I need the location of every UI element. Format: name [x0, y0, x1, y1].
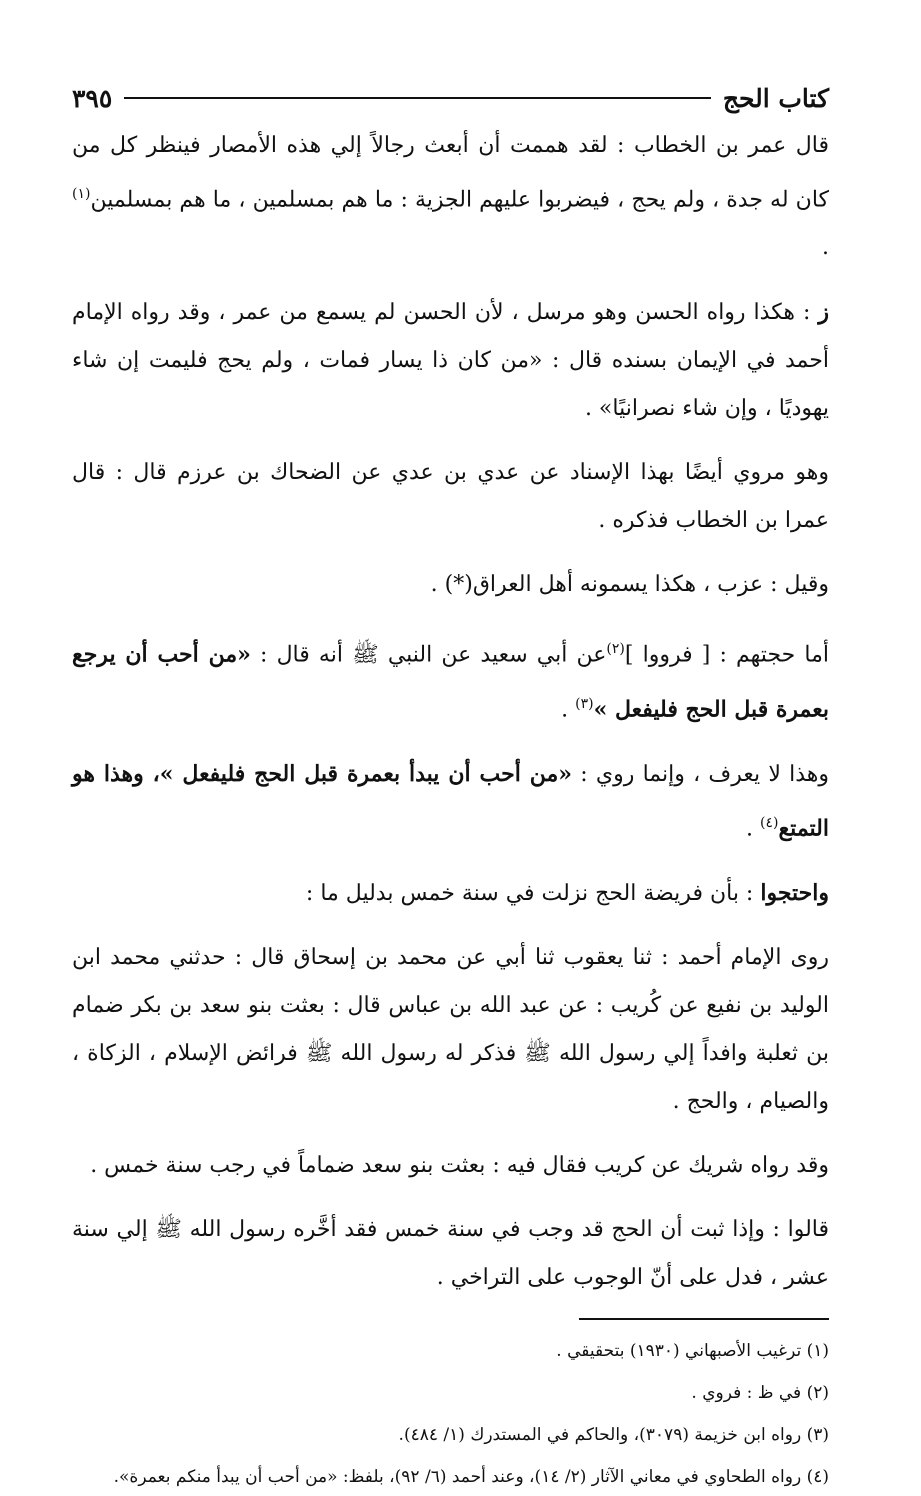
- hadith-quote: «من أحب أن يرجع بعمرة قبل الحج فليفعل »: [72, 641, 829, 722]
- header-rule: [124, 97, 711, 99]
- footnote-separator: [579, 1318, 829, 1320]
- paragraph-2: [72, 288, 829, 433]
- page-number: ٣٩٥: [72, 83, 113, 113]
- running-head: [72, 78, 829, 118]
- paragraph-text: قالوا : وإذا ثبت أن الحج قد وجب في سنة خمس فقد أخَّره رسول الله ﷺ إلي سنة عشر ، فدل على أنّ الوجوب على التراخي .: [72, 1217, 829, 1291]
- paragraph-text: وقد رواه شريك عن كريب فقال فيه : بعثت بنو سعد ضماماً في رجب سنة خمس .: [90, 1153, 829, 1179]
- paragraph-8: [72, 934, 829, 1126]
- paragraph-text: روى الإمام أحمد : ثنا يعقوب ثنا أبي عن محمد بن إسحاق قال : حدثني محمد ابن الوليد بن نفيع عن كُريب : عن عبد الله بن عباس قال : بعثت بنو سعد بن بكر ضمام بن ثعلبة وافداً إلي رسول الله ﷺ فذكر له رسول الله ﷺ فرائض الإسلام ، الزكاة ، والصيام ، والحج .: [72, 945, 829, 1115]
- paragraph-lead: ز: [818, 299, 829, 326]
- paragraph-tail: .: [822, 235, 829, 261]
- footnotes: [72, 1318, 829, 1496]
- paragraph-lead: واحتجوا: [760, 880, 829, 907]
- paragraph-9: [72, 1142, 829, 1190]
- paragraph-4: [72, 561, 829, 609]
- paragraph-text: وقيل : عزب ، هكذا يسمونه أهل العراق(*) .: [430, 572, 829, 598]
- paragraph-10: [72, 1206, 829, 1302]
- footnote-2: (٢) في ظ : فروي .: [691, 1383, 829, 1404]
- paragraph-text: عن أبي سعيد عن النبي ﷺ أنه قال :: [250, 642, 607, 668]
- footnote-1: (١) ترغيب الأصبهاني (١٩٣٠) بتحقيقي .: [556, 1341, 829, 1362]
- paragraph-3: [72, 449, 829, 545]
- footnote-ref-4: (٤): [760, 814, 779, 831]
- paragraph-tail: .: [561, 696, 576, 722]
- paragraph-text: : هكذا رواه الحسن وهو مرسل ، لأن الحسن لم يسمع من عمر ، وقد رواه الإمام أحمد في الإيمان بسنده قال : «من كان ذا يسار فمات ، ولم يحج فليمت إن شاء يهوديًا ، وإن شاء نصرانيًا» .: [72, 300, 829, 422]
- footnote-ref-2: (٢): [606, 641, 625, 658]
- paragraph-text: وهذا لا يعرف ، وإنما روي :: [572, 761, 830, 787]
- footnote-ref-1: (١): [72, 186, 91, 202]
- paragraph-text: : بأن فريضة الحج نزلت في سنة خمس بدليل ما :: [305, 881, 761, 907]
- paragraph-tail: .: [746, 816, 760, 842]
- hadith-quote: «من أحب أن يبدأ بعمرة قبل الحج فليفعل »، وهذا هو التمتع: [72, 760, 829, 842]
- footnote-3: (٣) رواه ابن خزيمة (٣٠٧٩)، والحاكم في المستدرك (١/ ٤٨٤).: [398, 1425, 829, 1446]
- paragraph-5: [72, 625, 829, 734]
- paragraph-text: وهو مروي أيضًا بهذا الإسناد عن عدي بن عدي عن الضحاك بن عرزم قال : قال عمرا بن الخطاب فذكره .: [72, 460, 829, 534]
- paragraph-1: [72, 122, 829, 272]
- paragraph-text: أما حجتهم : [ فرووا ]: [624, 642, 829, 668]
- chapter-title: كتاب الحج: [722, 83, 829, 113]
- footnote-ref-3: (٣): [575, 695, 594, 712]
- paragraph-text: قال عمر بن الخطاب : لقد هممت أن أبعث رجالاً إلي هذه الأمصار فينظر كل من كان له جدة ، ولم يحج ، فيضربوا عليهم الجزية : ما هم بمسلمين ، ما هم بمسلمين: [72, 133, 829, 213]
- footnote-4: (٤) رواه الطحاوي في معاني الآثار (٢/ ١٤)، وعند أحمد (٦/ ٩٢)، بلفظ: «من أحب أن يبدأ منكم بعمرة».: [113, 1467, 829, 1488]
- paragraph-7: [72, 869, 829, 918]
- paragraph-6: [72, 750, 829, 853]
